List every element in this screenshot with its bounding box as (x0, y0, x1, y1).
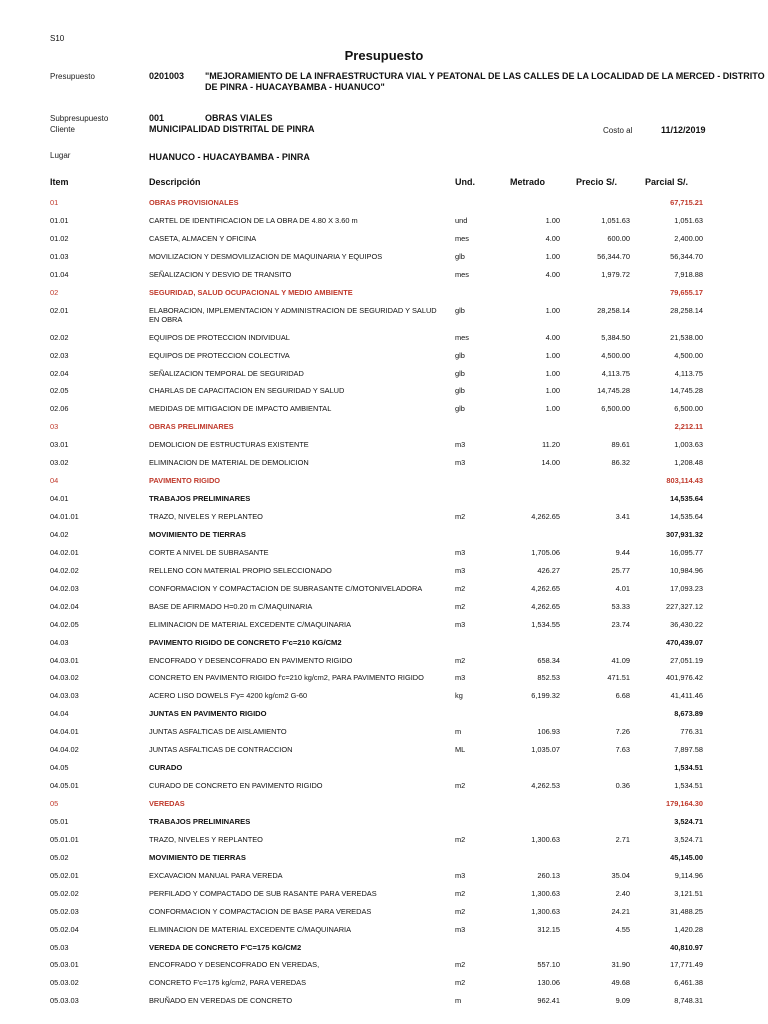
item-precio: 471.51 (607, 673, 630, 683)
item-unit: m2 (455, 906, 466, 916)
item-parcial: 17,771.49 (670, 960, 703, 970)
item-parcial: 27,051.19 (670, 655, 703, 665)
item-precio: 3.41 (615, 512, 630, 521)
item-parcial: 8,748.31 (674, 996, 703, 1006)
column-header-parcial: Parcial S/. (644, 177, 688, 187)
item-description: CONFORMACION Y COMPACTACION DE BASE PARA VEREDAS (149, 906, 372, 916)
item-precio: 31.90 (611, 960, 630, 970)
item-metrado: 557.10 (537, 960, 560, 970)
item-unit: m3 (455, 565, 466, 575)
item-unit: glb (455, 368, 465, 378)
costo-date: 11/12/2019 (661, 125, 706, 135)
item-parcial: 2,212.11 (674, 422, 703, 432)
item-description: ELIMINACION DE MATERIAL EXCEDENTE C/MAQUINARIA (149, 619, 352, 629)
item-description: PAVIMENTO RIGIDO (149, 476, 221, 486)
item-parcial: 470,439.07 (666, 637, 703, 647)
item-precio: 4,500.00 (601, 350, 630, 360)
item-unit: m2 (455, 512, 466, 521)
item-description: ELIMINACION DE MATERIAL EXCEDENTE C/MAQUINARIA (149, 924, 352, 934)
table-row (0, 923, 768, 941)
item-precio: 49.68 (611, 978, 630, 988)
item-parcial: 14,745.28 (670, 386, 703, 396)
item-code: 04.03 (50, 637, 69, 647)
column-header-precio: Precio S/. (575, 177, 617, 187)
subsection-row (0, 492, 768, 510)
item-description: CONCRETO F'c=175 kg/cm2, PARA VEREDAS (149, 978, 307, 988)
item-code: 05.01.01 (50, 834, 79, 844)
item-metrado: 1,035.07 (531, 745, 560, 755)
item-metrado: 14.00 (541, 458, 560, 468)
item-unit: mes (455, 269, 469, 279)
item-code: 02.01 (50, 305, 69, 315)
item-code: 02.06 (50, 404, 69, 414)
item-description: JUNTAS EN PAVIMENTO RIGIDO (149, 709, 267, 719)
item-code: 04.02.04 (50, 601, 79, 611)
item-parcial: 1,003.63 (674, 440, 703, 450)
item-metrado: 1.00 (545, 386, 560, 396)
table-row (0, 232, 768, 250)
item-parcial: 1,051.63 (674, 215, 703, 225)
table-row (0, 438, 768, 456)
item-metrado: 1,300.63 (531, 834, 560, 844)
table-row (0, 654, 768, 672)
item-precio: 4.55 (615, 924, 630, 934)
table-row (0, 564, 768, 582)
item-unit: glb (455, 350, 465, 360)
item-description: ENCOFRADO Y DESENCOFRADO EN VEREDAS, (149, 960, 320, 970)
item-code: 04.02.05 (50, 619, 79, 629)
table-row (0, 958, 768, 976)
item-metrado: 1,300.63 (531, 906, 560, 916)
item-code: 05.03.02 (50, 978, 79, 988)
item-precio: 1,051.63 (601, 215, 630, 225)
item-unit: m2 (455, 978, 466, 988)
item-parcial: 31,488.25 (670, 906, 703, 916)
item-description: CORTE A NIVEL DE SUBRASANTE (149, 547, 269, 557)
item-metrado: 1.00 (545, 215, 560, 225)
item-precio: 4.01 (615, 583, 630, 593)
item-precio: 6.68 (615, 691, 630, 701)
item-parcial: 36,430.22 (670, 619, 703, 629)
report-code: S10 (50, 34, 65, 43)
item-parcial: 8,673.89 (674, 709, 703, 719)
item-description: BRUÑADO EN VEREDAS DE CONCRETO (149, 996, 293, 1006)
section-row (0, 474, 768, 492)
table-row (0, 689, 768, 707)
item-code: 05 (50, 799, 59, 808)
item-metrado: 1,705.06 (531, 547, 560, 557)
item-metrado: 962.41 (537, 996, 560, 1006)
item-code: 04.02.03 (50, 583, 79, 593)
subpresupuesto-code: 001 (149, 113, 165, 123)
column-header-item: Item (50, 177, 69, 187)
item-unit: m3 (455, 924, 466, 934)
item-code: 02.04 (50, 368, 69, 378)
item-precio: 1,979.72 (601, 269, 630, 279)
item-precio: 25.77 (611, 565, 630, 575)
item-metrado: 1.00 (545, 305, 560, 315)
item-precio: 23.74 (611, 619, 630, 629)
item-description: RELLENO CON MATERIAL PROPIO SELECCIONADO (149, 565, 332, 575)
item-parcial: 40,810.97 (670, 942, 703, 952)
presupuesto-code: 0201003 (149, 71, 185, 81)
item-unit: ML (455, 745, 466, 755)
item-metrado: 1.00 (545, 350, 560, 360)
item-code: 02.02 (50, 332, 69, 342)
column-header-und: Und. (455, 177, 475, 187)
item-description: EQUIPOS DE PROTECCION COLECTIVA (149, 350, 290, 360)
table-row (0, 268, 768, 286)
item-parcial: 6,500.00 (674, 404, 703, 414)
item-parcial: 16,095.77 (670, 547, 703, 557)
item-code: 04.01.01 (50, 512, 79, 521)
item-parcial: 3,524.71 (674, 816, 703, 826)
item-parcial: 803,114.43 (666, 476, 703, 486)
item-unit: m2 (455, 655, 466, 665)
item-code: 04 (50, 476, 59, 486)
item-description: CURADO DE CONCRETO EN PAVIMENTO RIGIDO (149, 781, 323, 791)
item-unit: m3 (455, 458, 466, 468)
item-metrado: 4.00 (545, 332, 560, 342)
item-description: TRAZO, NIVELES Y REPLANTEO (149, 512, 263, 521)
subsection-row (0, 528, 768, 546)
table-row (0, 600, 768, 618)
table-row (0, 456, 768, 474)
item-metrado: 4,262.65 (531, 512, 560, 521)
table-row (0, 331, 768, 349)
item-code: 01 (50, 198, 59, 207)
item-unit: kg (455, 691, 463, 701)
item-description: TRABAJOS PRELIMINARES (149, 816, 251, 826)
item-parcial: 9,114.96 (674, 870, 703, 880)
item-unit: glb (455, 386, 465, 396)
item-precio: 14,745.28 (597, 386, 630, 396)
subsection-row (0, 815, 768, 833)
item-parcial: 2,400.00 (674, 233, 703, 243)
item-parcial: 41,411.46 (670, 691, 703, 701)
item-description: SEGURIDAD, SALUD OCUPACIONAL Y MEDIO AMBIENTE (149, 287, 353, 297)
table-row (0, 779, 768, 797)
item-metrado: 1.00 (545, 251, 560, 261)
item-code: 05.03.01 (50, 960, 79, 970)
subsection-row (0, 761, 768, 779)
table-row (0, 510, 768, 528)
item-description: PERFILADO Y COMPACTADO DE SUB RASANTE PARA VEREDAS (149, 888, 377, 898)
item-precio: 41.09 (611, 655, 630, 665)
item-parcial: 28,258.14 (670, 305, 703, 315)
item-description: DEMOLICION DE ESTRUCTURAS EXISTENTE (149, 440, 309, 450)
item-metrado: 1.00 (545, 404, 560, 414)
item-parcial: 3,121.51 (674, 888, 703, 898)
item-description: SEÑALIZACION Y DESVIO DE TRANSITO (149, 269, 292, 279)
item-precio: 6,500.00 (601, 404, 630, 414)
item-code: 05.03 (50, 942, 69, 952)
table-row (0, 304, 768, 331)
item-description: EQUIPOS DE PROTECCION INDIVIDUAL (149, 332, 290, 342)
item-code: 04.01 (50, 494, 69, 504)
item-code: 04.02 (50, 529, 69, 539)
item-precio: 5,384.50 (601, 332, 630, 342)
item-code: 05.02.01 (50, 870, 79, 880)
item-code: 05.02.04 (50, 924, 79, 934)
item-description: ENCOFRADO Y DESENCOFRADO EN PAVIMENTO RIGIDO (149, 655, 353, 665)
item-code: 05.03.03 (50, 996, 79, 1006)
item-parcial: 1,534.51 (674, 763, 703, 773)
item-parcial: 776.31 (680, 727, 703, 737)
item-parcial: 1,534.51 (674, 781, 703, 791)
item-code: 04.04.02 (50, 745, 79, 755)
section-row (0, 196, 768, 214)
item-parcial: 4,500.00 (674, 350, 703, 360)
item-description: CHARLAS DE CAPACITACION EN SEGURIDAD Y SALUD (149, 386, 345, 396)
item-unit: m2 (455, 888, 466, 898)
item-unit: glb (455, 251, 465, 261)
item-unit: m2 (455, 781, 466, 791)
item-metrado: 1,300.63 (531, 888, 560, 898)
item-metrado: 6,199.32 (531, 691, 560, 701)
item-description: PAVIMENTO RIGIDO DE CONCRETO F'c=210 KG/CM2 (149, 637, 342, 647)
item-parcial: 79,655.17 (670, 287, 703, 297)
item-code: 05.02.03 (50, 906, 79, 916)
item-unit: mes (455, 233, 469, 243)
item-metrado: 426.27 (537, 565, 560, 575)
item-unit: m3 (455, 547, 466, 557)
item-precio: 600.00 (607, 233, 630, 243)
item-metrado: 106.93 (537, 727, 560, 737)
item-code: 04.03.02 (50, 673, 79, 683)
item-code: 04.05 (50, 763, 69, 773)
item-unit: glb (455, 404, 465, 414)
item-description: CASETA, ALMACEN Y OFICINA (149, 233, 257, 243)
presupuesto-description: "MEJORAMIENTO DE LA INFRAESTRUCTURA VIAL Y PEATONAL DE LAS CALLES DE LA LOCALIDAD DE LA MERCED - DISTRITO DE PINRA - HUACAYBAMBA - HUANUCO" (205, 71, 765, 92)
subsection-row (0, 636, 768, 654)
table-row (0, 976, 768, 994)
item-metrado: 260.13 (537, 870, 560, 880)
item-unit: mes (455, 332, 469, 342)
table-row (0, 618, 768, 636)
table-row (0, 582, 768, 600)
item-parcial: 7,918.88 (674, 269, 703, 279)
item-code: 02 (50, 287, 59, 297)
item-precio: 56,344.70 (597, 251, 630, 261)
item-metrado: 852.53 (537, 673, 560, 683)
item-parcial: 4,113.75 (674, 368, 703, 378)
item-precio: 7.63 (615, 745, 630, 755)
item-unit: m3 (455, 619, 466, 629)
item-parcial: 45,145.00 (670, 852, 703, 862)
item-precio: 53.33 (611, 601, 630, 611)
item-description: VEREDAS (149, 799, 185, 808)
item-parcial: 14,535.64 (670, 494, 703, 504)
item-parcial: 10,984.96 (670, 565, 703, 575)
item-parcial: 7,897.58 (674, 745, 703, 755)
item-parcial: 3,524.71 (674, 834, 703, 844)
section-row (0, 286, 768, 304)
item-description: ACERO LISO DOWELS F'y= 4200 kg/cm2 G-60 (149, 691, 308, 701)
table-row (0, 743, 768, 761)
item-code: 01.03 (50, 251, 69, 261)
item-metrado: 658.34 (537, 655, 560, 665)
table-row (0, 214, 768, 232)
item-code: 03.02 (50, 458, 69, 468)
item-parcial: 17,093.23 (670, 583, 703, 593)
table-row (0, 887, 768, 905)
section-row (0, 420, 768, 438)
item-unit: m2 (455, 960, 466, 970)
item-description: MOVIMIENTO DE TIERRAS (149, 852, 246, 862)
item-code: 04.03.01 (50, 655, 79, 665)
item-metrado: 1,534.55 (531, 619, 560, 629)
item-unit: glb (455, 305, 465, 315)
item-precio: 7.26 (615, 727, 630, 737)
item-code: 04.05.01 (50, 781, 79, 791)
item-metrado: 4,262.53 (531, 781, 560, 791)
item-unit: m2 (455, 583, 466, 593)
item-description: CARTEL DE IDENTIFICACION DE LA OBRA DE 4.80 X 3.60 m (149, 215, 358, 225)
item-description: JUNTAS ASFALTICAS DE CONTRACCION (149, 745, 293, 755)
item-metrado: 130.06 (537, 978, 560, 988)
item-unit: m2 (455, 834, 466, 844)
item-description: EXCAVACION MANUAL PARA VEREDA (149, 870, 283, 880)
item-code: 03.01 (50, 440, 69, 450)
item-description: TRAZO, NIVELES Y REPLANTEO (149, 834, 263, 844)
item-code: 02.03 (50, 350, 69, 360)
item-precio: 24.21 (611, 906, 630, 916)
table-row (0, 671, 768, 689)
item-parcial: 6,461.38 (674, 978, 703, 988)
table-row (0, 546, 768, 564)
item-unit: m2 (455, 601, 466, 611)
subpresupuesto-label: Subpresupuesto (50, 114, 109, 123)
item-parcial: 307,931.32 (666, 529, 703, 539)
item-code: 04.02.02 (50, 565, 79, 575)
item-code: 01.02 (50, 233, 69, 243)
table-row (0, 994, 768, 1012)
item-code: 01.01 (50, 215, 69, 225)
item-precio: 4,113.75 (601, 368, 630, 378)
item-metrado: 4.00 (545, 269, 560, 279)
item-description: MOVILIZACION Y DESMOVILIZACION DE MAQUINARIA Y EQUIPOS (149, 251, 383, 261)
item-description: CONCRETO EN PAVIMENTO RIGIDO f'c=210 kg/cm2, PARA PAVIMENTO RIGIDO (149, 673, 424, 683)
section-row (0, 797, 768, 815)
item-code: 04.03.03 (50, 691, 79, 701)
item-description: ELABORACION, IMPLEMENTACION Y ADMINISTRACION DE SEGURIDAD Y SALUD EN OBRA (149, 305, 437, 324)
table-row (0, 905, 768, 923)
item-precio: 86.32 (611, 458, 630, 468)
item-parcial: 227,327.12 (666, 601, 703, 611)
item-parcial: 67,715.21 (670, 198, 703, 207)
lugar-value: HUANUCO - HUACAYBAMBA - PINRA (149, 152, 310, 162)
item-parcial: 1,420.28 (674, 924, 703, 934)
item-description: OBRAS PRELIMINARES (149, 422, 234, 432)
item-parcial: 14,535.64 (670, 512, 703, 521)
item-parcial: 56,344.70 (670, 251, 703, 261)
item-description: CONFORMACION Y COMPACTACION DE SUBRASANTE C/MOTONIVELADORA (149, 583, 423, 593)
item-unit: m3 (455, 673, 466, 683)
item-description: SEÑALIZACION TEMPORAL DE SEGURIDAD (149, 368, 304, 378)
subpresupuesto-name: OBRAS VIALES (205, 113, 273, 123)
table-row (0, 384, 768, 402)
item-metrado: 312.15 (537, 924, 560, 934)
item-precio: 28,258.14 (597, 305, 630, 315)
item-precio: 35.04 (611, 870, 630, 880)
item-unit: und (455, 215, 468, 225)
item-unit: m (455, 996, 462, 1006)
item-precio: 89.61 (611, 440, 630, 450)
table-row (0, 367, 768, 385)
item-precio: 9.09 (615, 996, 630, 1006)
item-parcial: 21,538.00 (670, 332, 703, 342)
item-code: 02.05 (50, 386, 69, 396)
table-row (0, 833, 768, 851)
item-precio: 2.71 (615, 834, 630, 844)
subsection-row (0, 707, 768, 725)
table-row (0, 402, 768, 420)
cliente-label: Cliente (50, 125, 75, 134)
column-header-descripcion: Descripción (149, 177, 201, 187)
cliente-value: MUNICIPALIDAD DISTRITAL DE PINRA (149, 124, 315, 134)
item-code: 05.01 (50, 816, 69, 826)
table-row (0, 250, 768, 268)
item-parcial: 401,976.42 (666, 673, 703, 683)
table-row (0, 725, 768, 743)
table-row (0, 349, 768, 367)
item-metrado: 11.20 (542, 440, 560, 450)
item-precio: 9.44 (615, 547, 630, 557)
page-title: Presupuesto (344, 48, 424, 63)
item-code: 04.04 (50, 709, 69, 719)
subsection-row (0, 851, 768, 869)
item-description: OBRAS PROVISIONALES (149, 198, 239, 207)
table-row (0, 869, 768, 887)
item-unit: m3 (455, 440, 466, 450)
item-code: 05.02 (50, 852, 69, 862)
item-code: 04.02.01 (50, 547, 79, 557)
item-parcial: 1,208.48 (674, 458, 703, 468)
item-unit: m (455, 727, 462, 737)
item-unit: m3 (455, 870, 466, 880)
item-description: BASE DE AFIRMADO H=0.20 m C/MAQUINARIA (149, 601, 313, 611)
item-metrado: 4,262.65 (531, 583, 560, 593)
subsection-row (0, 941, 768, 959)
costo-label: Costo al (603, 126, 633, 135)
item-description: VEREDA DE CONCRETO F'C=175 KG/CM2 (149, 942, 302, 952)
item-code: 04.04.01 (50, 727, 79, 737)
item-precio: 2.40 (615, 888, 630, 898)
budget-table (0, 196, 768, 1012)
item-precio: 0.36 (615, 781, 630, 791)
presupuesto-label: Presupuesto (50, 72, 95, 81)
item-code: 01.04 (50, 269, 69, 279)
item-description: MOVIMIENTO DE TIERRAS (149, 529, 246, 539)
item-metrado: 4.00 (545, 233, 560, 243)
item-description: JUNTAS ASFALTICAS DE AISLAMIENTO (149, 727, 287, 737)
item-metrado: 4,262.65 (531, 601, 560, 611)
item-code: 03 (50, 422, 59, 432)
item-description: MEDIDAS DE MITIGACION DE IMPACTO AMBIENTAL (149, 404, 332, 414)
item-code: 05.02.02 (50, 888, 79, 898)
item-metrado: 1.00 (545, 368, 560, 378)
item-description: ELIMINACION DE MATERIAL DE DEMOLICION (149, 458, 309, 468)
lugar-label: Lugar (50, 151, 71, 160)
item-parcial: 179,164.30 (666, 799, 703, 808)
item-description: TRABAJOS PRELIMINARES (149, 494, 251, 504)
column-header-metrado: Metrado (509, 177, 545, 187)
item-description: CURADO (149, 763, 183, 773)
